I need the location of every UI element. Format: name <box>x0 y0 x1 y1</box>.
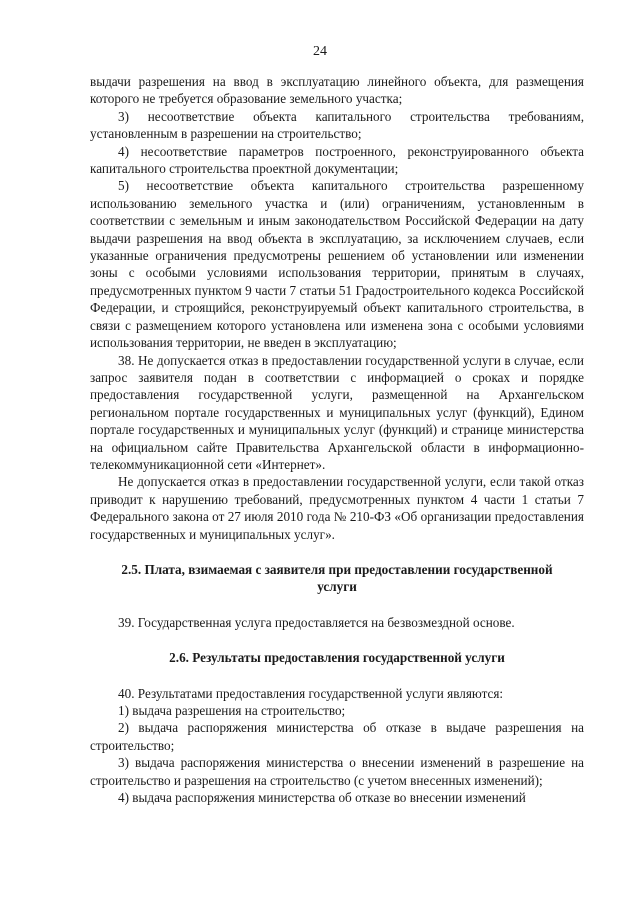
section-heading-2-6: 2.6. Результаты предоставления государственной услуги <box>169 650 505 666</box>
paragraph-9: 1) выдача разрешения на строительство; <box>118 703 346 718</box>
paragraph-1: выдачи разрешения на ввод в эксплуатацию линейного объекта, для размещения которого не требуется образование земельного участка; <box>90 74 584 107</box>
section-heading-2-5: 2.5. Плата, взимаемая с заявителя при предоставлении государственной услуги <box>121 561 553 595</box>
paragraph-4: 5) несоответствие объекта капитального строительства разрешенному использованию земельного участка и (или) ограничениям, установленным в соответствии с земельным и иным законодательством Российской Федерации на дату выдачи разрешения на ввод объекта в эксплуатацию, за исключением случаев, если указанные ограничения предусмотрены решением об установлении или изменении зоны с особыми условиями использования территории, принятым в случаях, предусмотренных пунктом 9 части 7 статьи 51 Градостроительного кодекса Российской Федерации, и строящийся, реконструируемый объект капитального строительства, в связи с размещением которого установлена или изменена зона с особыми условиями использования территории, не введен в эксплуатацию; <box>90 178 584 351</box>
paragraph-11: 3) выдача распоряжения министерства о внесении изменений в разрешение на строительство и разрешения на строительство (с учетом внесенных изменений); <box>90 755 584 788</box>
paragraph-8: 40. Результатами предоставления государственной услуги являются: <box>118 685 504 701</box>
paragraph-3: 4) несоответствие параметров построенного, реконструированного объекта капитального строительства проектной документации; <box>90 143 584 177</box>
paragraph-5: 38. Не допускается отказ в предоставлении государственной услуги в случае, если запрос заявителя подан в соответствии с информацией о сроках и порядке предоставления государственной услуги, размещенной на Архангельском региональном портале государственных и муниципальных услуг (функций), Едином портале государственных и муниципальных услуг (функций) и странице министерства на официальном сайте Правительства Архангельской области в информационно-телекоммуникационной сети «Интернет». <box>90 352 584 472</box>
paragraph-12: 4) выдача распоряжения министерства об отказе во внесении изменений <box>118 790 526 806</box>
document-body <box>90 73 584 806</box>
paragraph-2: 3) несоответствие объекта капитального строительства требованиям, установленным в разрешении на строительство; <box>90 108 584 142</box>
paragraph-10: 2) выдача распоряжения министерства об отказе в выдаче разрешения на строительство; <box>90 720 584 753</box>
paragraph-7: 39. Государственная услуга предоставляется на безвозмездной основе. <box>118 614 515 630</box>
page-number: 24 <box>313 44 327 59</box>
paragraph-6: Не допускается отказ в предоставлении государственной услуги, если такой отказ приводит к нарушению требований, предусмотренных пунктом 4 части 1 статьи 7 Федерального закона от 27 июля 2010 года № 210-ФЗ «Об организации предоставления государственных и муниципальных услуг». <box>90 474 584 542</box>
